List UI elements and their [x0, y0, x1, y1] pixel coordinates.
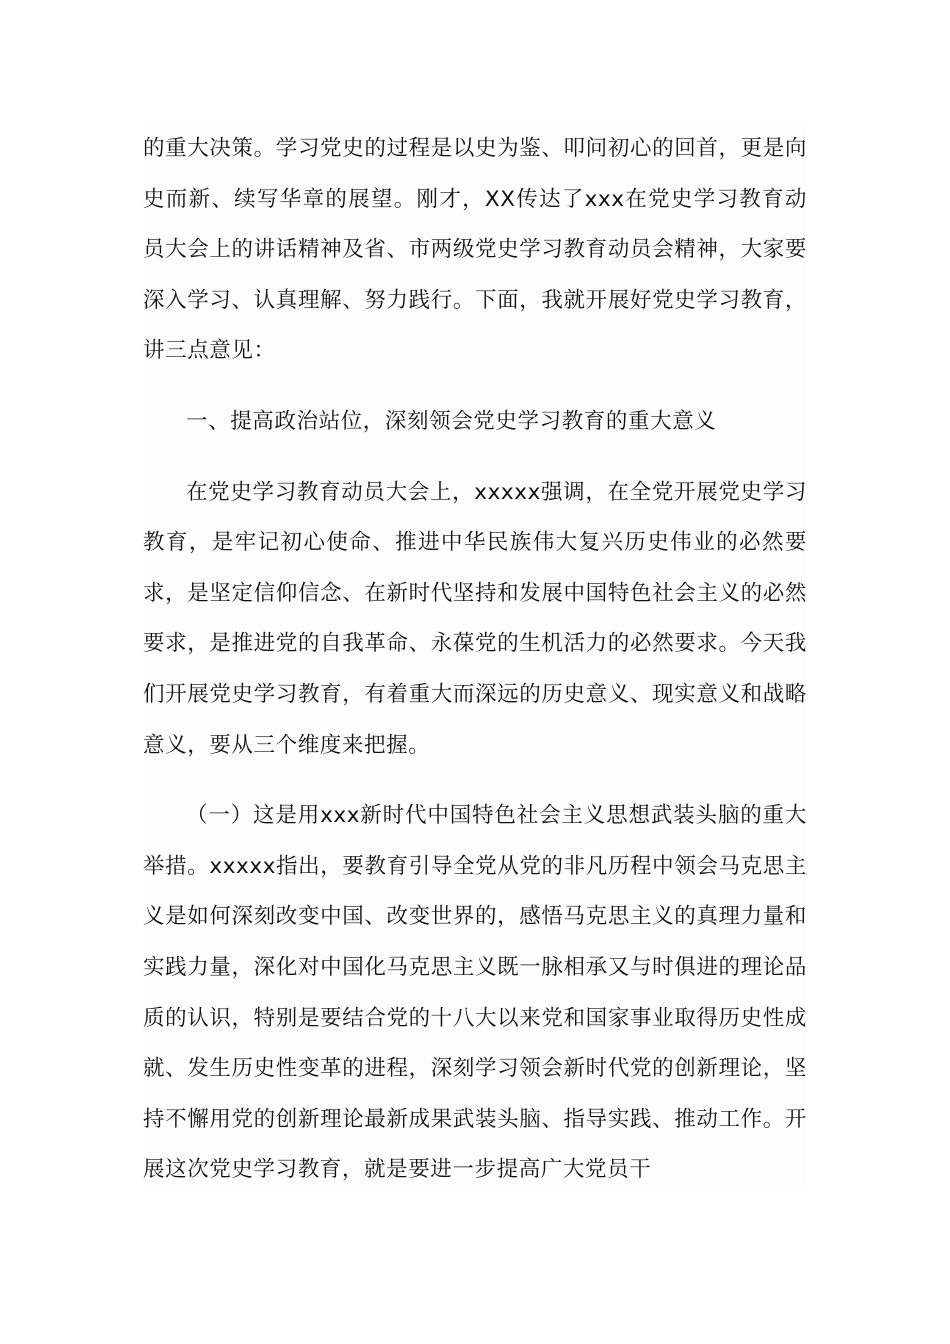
paragraph-point-1: （一）这是用xxx新时代中国特色社会主义思想武装头脑的重大举措。xxxxx指出，要教育引导全党从党的非凡历程中领会马克思主义是如何深刻改变中国、改变世界的，感悟马克思主义的真理力量和实践力量，深化对中国化马克思主义既一脉相承又与时俱进的理论品质的认识，特别是要结合党的十八大以来党和国家事业取得历史性成就、发生历史性变革的进程，深刻学习领会新时代党的创新理论，坚持不懈用党的创新理论最新成果武装头脑、指导实践、推动工作。开展这次党史学习教育，就是要进一步提高广大党员干 — [143, 803, 807, 1183]
section-heading-1: 一、提高政治站位，深刻领会党史学习教育的重大意义 — [186, 408, 717, 434]
paragraph-spacer — [143, 448, 807, 468]
paragraph-spacer — [143, 771, 807, 791]
paragraph-spacer — [143, 377, 807, 397]
paragraph-significance: 在党史学习教育动员大会上，xxxxx强调，在全党开展党史学习教育，是牢记初心使命、推进中华民族伟大复兴历史伟业的必然要求，是坚定信仰信念、在新时代坚持和发展中国特色社会主义的必然要求，是推进党的自我革命、永葆党的生机活力的必然要求。今天我们开展党史学习教育，有着重大而深远的历史意义、现实意义和战略意义，要从三个维度来把握。 — [143, 479, 807, 758]
document-body — [143, 124, 807, 1188]
paragraph-intro: 的重大决策。学习党史的过程是以史为鉴、叩问初心的回首，更是向史而新、续写华章的展望。刚才，XX传达了xxx在党史学习教育动员大会上的讲话精神及省、市两级党史学习教育动员会精神，大家要深入学习、认真理解、努力践行。下面，我就开展好党史学习教育，讲三点意见： — [143, 136, 807, 364]
